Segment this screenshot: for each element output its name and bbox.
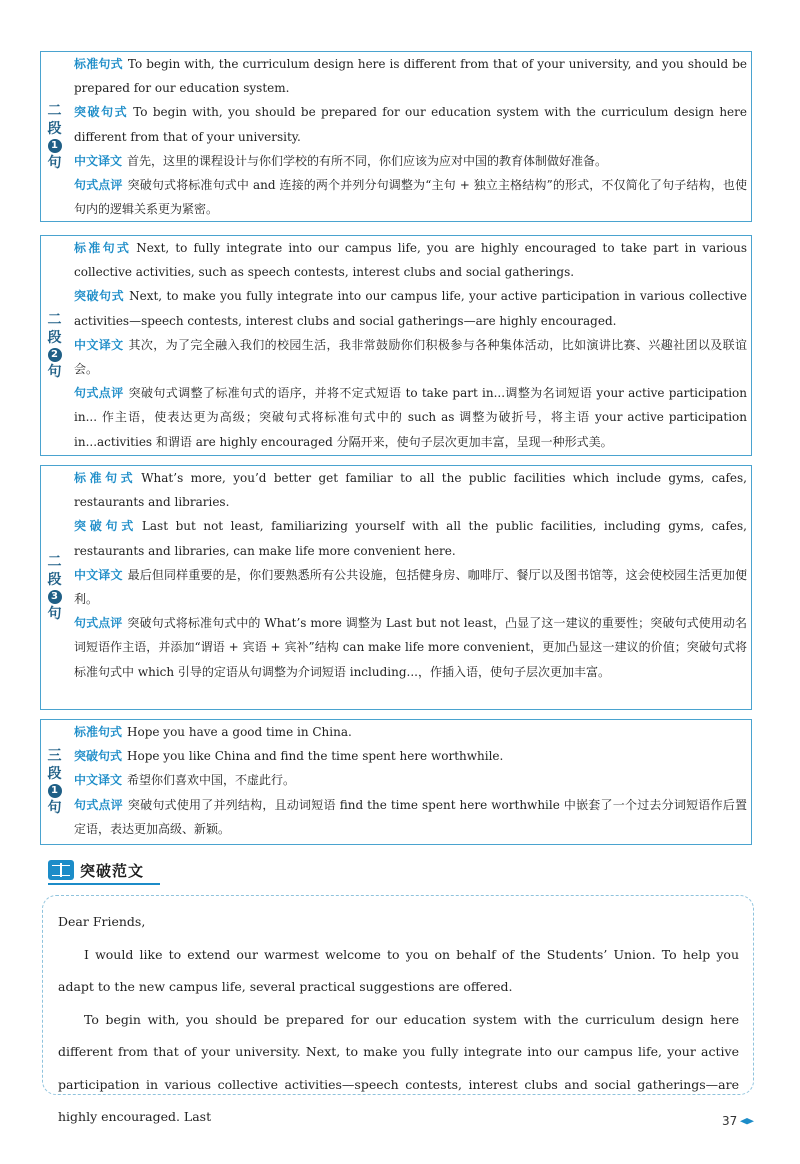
block-side-label: 二 段 3 句: [47, 553, 62, 622]
number-badge: 2: [48, 348, 62, 362]
sentence-block-3: [40, 465, 752, 710]
number-badge: 3: [48, 590, 62, 604]
breakthrough-sentence: 突破句式 To begin with, you should be prepared for our education system with the curriculum design here different from that of your university.: [74, 105, 747, 144]
standard-sentence: 标准句式 Hope you have a good time in China.: [74, 725, 352, 739]
essay-paragraph-1: I would like to extend our warmest welcome to you on behalf of the Students’ Union. To help you adapt to the new campus life, several practical suggestions are offered.: [58, 946, 739, 994]
block-content: [74, 720, 747, 841]
breakthrough-sentence: 突破句式 Next, to make you fully integrate into our campus life, your active participation in various collective activities—speech contests, interest clubs and social gatherings—are highly encouraged.: [74, 289, 747, 328]
block-side-label: 二 段 2 句: [47, 311, 62, 380]
block-content: [74, 236, 747, 454]
breakthrough-sentence: 突破句式 Last but not least, familiarizing yourself with all the public facilities, including gyms, cafes, restaurants and libraries, can make life more convenient here.: [74, 519, 747, 558]
block-content: [74, 466, 747, 684]
chinese-translation: 中文译文 其次，为了完全融入我们的校园生活，我非常鼓励你们积极参与各种集体活动，比如演讲比赛、兴趣社团以及联谊会。: [74, 337, 747, 377]
essay-greeting: Dear Friends,: [58, 914, 146, 929]
number-badge: 1: [48, 784, 62, 798]
chinese-translation: 中文译文 希望你们喜欢中国，不虚此行。: [74, 773, 296, 788]
sentence-block-1: [40, 51, 752, 222]
block-content: [74, 52, 747, 221]
block-side-label: 二 段 1 句: [47, 102, 62, 171]
sentence-comment: 句式点评 突破句式调整了标准句式的语序，并将不定式短语 to take part in...调整为名词短语 your active participation in... 作主语，使表达更为高级；突破句式将标准句式中的 such as 调整为破折号，将主语 your active participation in...activities 和谓语 are highly encouraged 分隔开来，使句子层次更加丰富，呈现一种形式美。: [74, 386, 747, 449]
page-number: 37: [722, 1114, 738, 1128]
sentence-block-2: [40, 235, 752, 456]
standard-sentence: 标准句式 What’s more, you’d better get familiar to all the public facilities which include gyms, cafes, restaurants and libraries.: [74, 471, 747, 510]
graduation-cap-icon: [740, 1118, 754, 1126]
section-heading: [48, 858, 144, 882]
section-heading-text: 突破范文: [80, 861, 145, 880]
sentence-comment: 句式点评 突破句式将标准句式中的 What’s more 调整为 Last but not least，凸显了这一建议的重要性；突破句式使用动名词短语作主语，并添加“谓语 + 宾语 + 宾补”结构 can make life more convenient，更加凸显这一建议的价值；突破句式将标准句式中 which 引导的定语从句调整为介词短语 including...，作插入语，使句子层次更加丰富。: [74, 616, 747, 679]
chinese-translation: 中文译文 最后但同样重要的是，你们要熟悉所有公共设施，包括健身房、咖啡厅、餐厅以及图书馆等，这会使校园生活更加便利。: [74, 567, 747, 607]
number-badge: 1: [48, 139, 62, 153]
breakthrough-sentence: 突破句式 Hope you like China and find the time spent here worthwhile.: [74, 749, 504, 764]
block-side-label: 三 段 1 句: [47, 748, 62, 816]
standard-sentence: 标准句式 To begin with, the curriculum design here is different from that of your university, and you should be prepared for our education system.: [74, 57, 747, 96]
essay-paragraph-2: To begin with, you should be prepared for our education system with the curriculum design here different from that of your university. Next, to make you fully integrate into our campus life, your active participation in various collective activities—speech contests, interest clubs and social gatherings—are highly encouraged. Last: [58, 1011, 739, 1124]
sentence-block-4: [40, 719, 752, 845]
standard-sentence: 标准句式 Next, to fully integrate into our campus life, you are highly encouraged to take part in various collective activities, such as speech contests, interest clubs and social gatherings.: [74, 241, 747, 280]
sentence-comment: 句式点评 突破句式使用了并列结构，且动词短语 find the time spent here worthwhile 中嵌套了一个过去分词短语作后置定语，表达更加高级、新颖。: [74, 797, 747, 836]
chinese-translation: 中文译文 首先，这里的课程设计与你们学校的有所不同，你们应该为应对中国的教育体制做好准备。: [74, 153, 608, 168]
heading-underline: [48, 883, 160, 885]
book-icon: [48, 860, 74, 880]
sentence-comment: 句式点评 突破句式将标准句式中 and 连接的两个并列分句调整为“主句 + 独立主格结构”的形式，不仅简化了句子结构，也使句内的逻辑关系更为紧密。: [74, 178, 747, 217]
